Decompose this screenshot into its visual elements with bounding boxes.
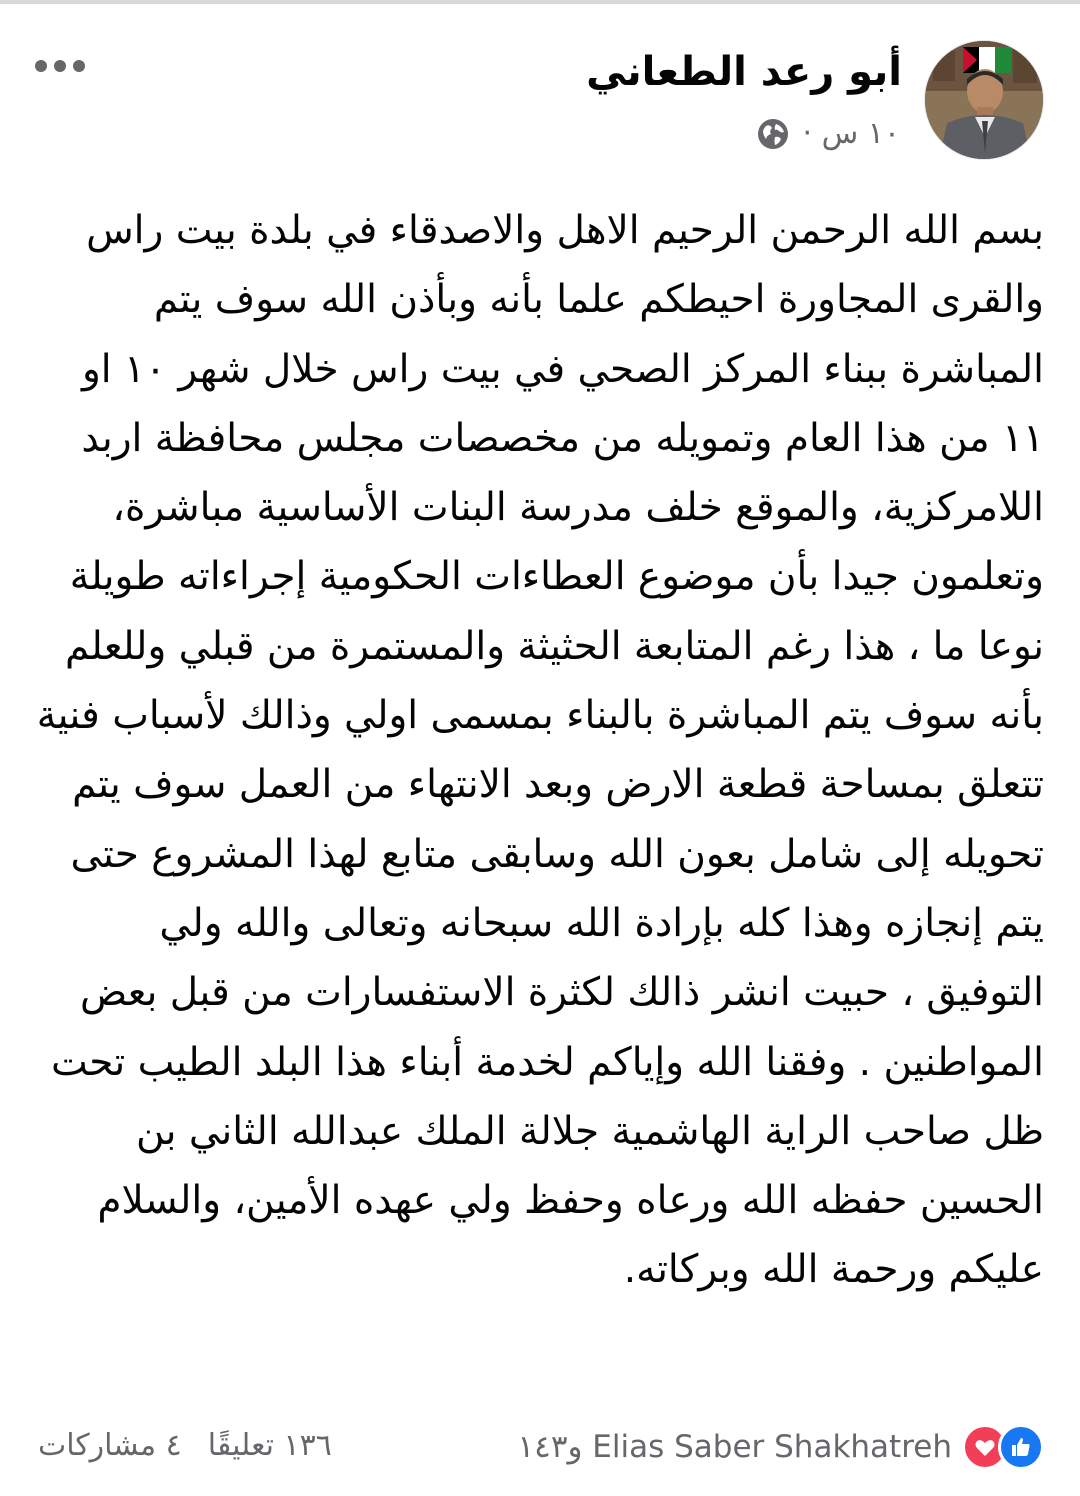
shares-count[interactable]: ٤ مشاركات [38,1428,182,1463]
reactions-summary[interactable] [518,1424,1044,1470]
more-options-button[interactable] [28,46,92,86]
like-icon [998,1424,1044,1470]
post-footer [0,1420,1080,1480]
globe-icon[interactable] [757,118,789,150]
reactors-text[interactable]: Elias Saber Shakhatreh و١٤٣ [517,1429,952,1465]
engagement-stats [38,1428,332,1463]
post-meta [757,114,900,154]
post-time[interactable]: ١٠ س · [802,116,900,151]
author-name[interactable]: أبو رعد الطعاني [586,49,902,95]
post-header [0,40,1080,164]
post-text: بسم الله الرحمن الرحيم الاهل والاصدقاء في بلدة بيت راس والقرى المجاورة احيطكم علما بأنه وبأذن الله سوف يتم المباشرة ببناء المركز الصحي في بيت راس خلال شهر ١٠ او ١١ من هذا العام وتمويله من مخصصات مجلس محافظة اربد اللامركزية، والموقع خلف مدرسة البنات الأساسية مباشرة، وتعلمون جيدا بأن موضوع العطاءات الحكومية إجراءاته طويلة نوعا ما ، هذا رغم المتابعة الحثيثة والمستمرة من قبلي وللعلم بأنه سوف يتم المباشرة بالبناء بمسمى اولي وذالك لأسباب فنية تتعلق بمساحة قطعة الارض وبعد الانتهاء من العمل سوف يتم تحويله إلى شامل بعون الله وسابقى متابع لهذا المشروع حتى يتم إنجازه وهذا كله بإرادة الله سبحانه وتعالى والله ولي التوفيق ، حبيت انشر ذالك لكثرة الاستفسارات من قبل بعض المواطنين . وفقنا الله وإياكم لخدمة أبناء هذا البلد الطيب تحت ظل صاحب الراية الهاشمية جلالة الملك عبدالله الثاني بن الحسين حفظه الله ورعاه وحفظ ولي عهده الأمين، والسلام عليكم ورحمة الله وبركاته. [36,208,1044,1293]
avatar-image [925,41,1043,159]
more-horizontal-icon [35,60,47,72]
comments-count[interactable]: ١٣٦ تعليقًا [207,1428,332,1463]
author-avatar[interactable] [924,40,1044,160]
top-divider [0,0,1080,4]
